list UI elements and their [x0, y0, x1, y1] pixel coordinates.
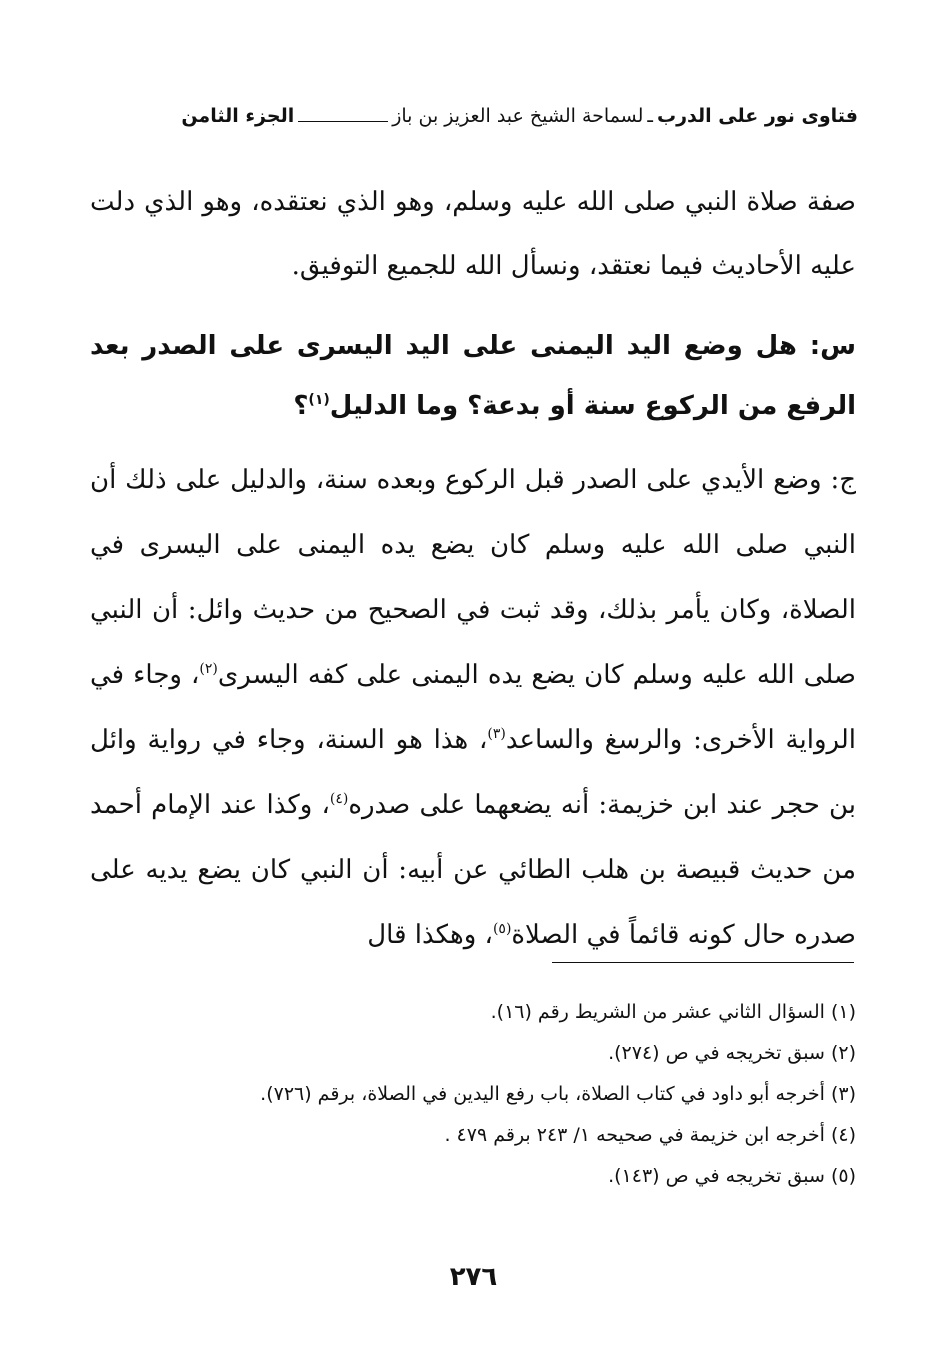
answer-segment-1: ج: وضع الأيدي على الصدر قبل الركوع وبعده سنة، والدليل على ذلك أن النبي صلى الله عليه وسلم كان يضع يده اليمنى على اليسرى في الصلاة، وكان يأمر بذلك، وقد ثبت في الصحيح من حديث وائل: أن النبي صلى الله عليه وسلم كان يضع يده اليمنى على كفه اليسرى [90, 465, 857, 690]
intro-paragraph: صفة صلاة النبي صلى الله عليه وسلم، وهو الذي نعتقده، وهو الذي دلت عليه الأحاديث فيما نعتقد، ونسأل الله للجميع التوفيق. [90, 187, 856, 281]
footnote-ref-1: (١) [308, 392, 330, 408]
answer-segment-3: ، هذا هو السنة، وجاء في رواية وائل بن حجر عند ابن خزيمة: أنه يضعهما على صدره [90, 725, 856, 820]
author-name: لسماحة الشيخ عبد العزيز بن باز [392, 105, 644, 127]
question-mark: ؟ [293, 391, 309, 421]
footnote-ref-5: (٥) [492, 921, 512, 937]
footnotes [88, 992, 856, 1197]
footnote-item: (٥) سبق تخريجه في ص (١٤٣). [608, 1165, 856, 1187]
footnote-ref-4: (٤) [329, 791, 349, 807]
footnote-ref-2: (٢) [199, 661, 218, 677]
running-header [88, 98, 858, 134]
footnote-item: (٣) أخرجه أبو داود في كتاب الصلاة، باب رفع اليدين في الصلاة، برقم (٧٢٦). [260, 1083, 856, 1105]
footnote-item: (١) السؤال الثاني عشر من الشريط رقم (١٦). [490, 1001, 856, 1023]
header-rule [298, 121, 388, 122]
footnote-item: (٤) أخرجه ابن خزيمة في صحيحه ١/ ٢٤٣ برقم ٤٧٩ . [444, 1124, 856, 1146]
footnote-ref-3: (٣) [487, 726, 506, 742]
answer-paragraph [90, 448, 856, 968]
part-label: الجزء الثامن [181, 105, 295, 127]
answer-segment-4: ، وكذا عند الإمام أحمد من حديث قبيصة بن هلب الطائي عن أبيه: أن النبي كان يضع يديه على صدره حال كونه قائماً في الصلاة [90, 790, 856, 950]
page-number: ٢٧٦ [449, 1262, 498, 1292]
footnote-separator [552, 962, 854, 963]
footnote-item: (٢) سبق تخريجه في ص (٢٧٤). [608, 1042, 856, 1064]
answer-segment-5: ، وهكذا قال [367, 920, 493, 950]
book-title: فتاوى نور على الدرب [657, 105, 858, 127]
answer-segment-2: ، وجاء في الرواية الأخرى: والرسغ والساعد [90, 660, 857, 755]
question-text: س: هل وضع اليد اليمنى على اليد اليسرى على الصدر بعد الرفع من الركوع سنة أو بدعة؟ وما الدليل [90, 331, 856, 421]
header-separator: ـ [647, 105, 653, 127]
question-paragraph [90, 316, 856, 436]
